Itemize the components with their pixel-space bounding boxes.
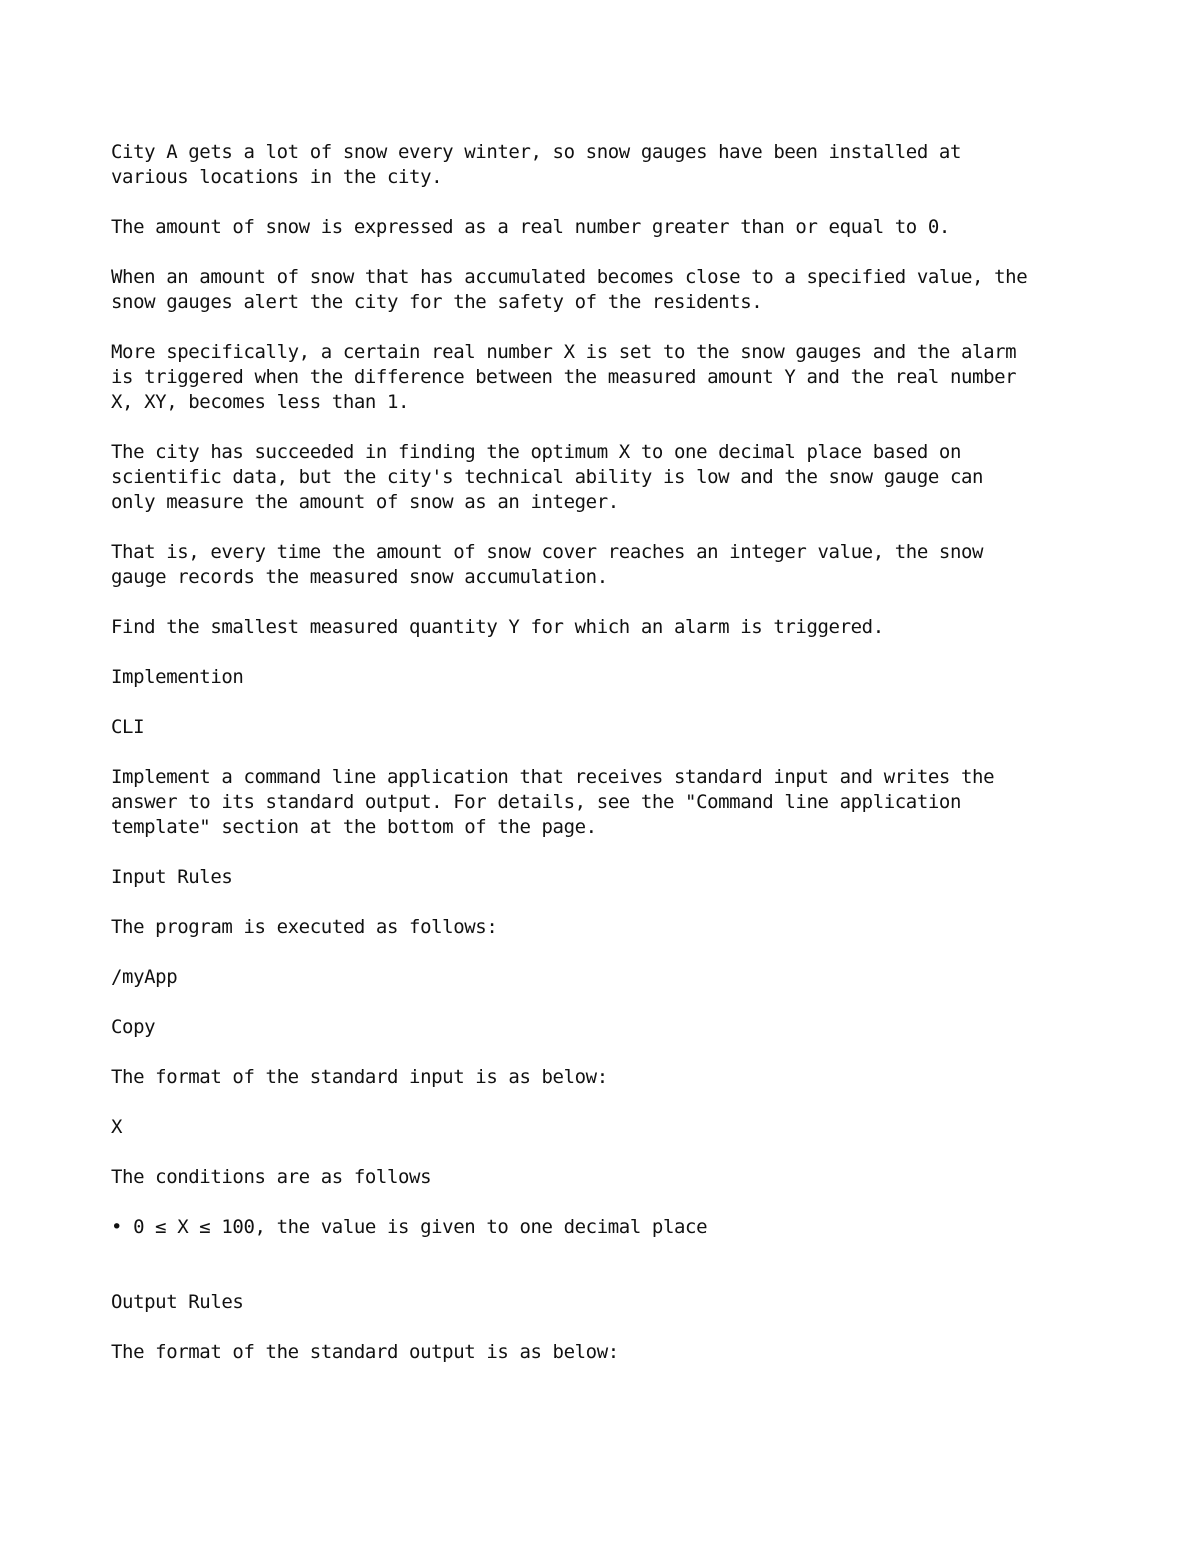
input-format-value (111, 1115, 1111, 1140)
heading-input-rules (111, 865, 1111, 890)
text-line: The program is executed as follows: (111, 916, 498, 938)
text-line: When an amount of snow that has accumulated becomes close to a specified value, the (111, 266, 1028, 288)
text-line: • 0 ≤ X ≤ 100, the value is given to one decimal place (111, 1216, 708, 1238)
text-line: The city has succeeded in finding the optimum X to one decimal place based on (111, 441, 962, 463)
condition-item (111, 1215, 1111, 1240)
paragraph-alert (111, 265, 1111, 315)
text-line: Output Rules (111, 1291, 244, 1313)
text-line: X, XY, becomes less than 1. (111, 391, 410, 413)
text-line: The amount of snow is expressed as a real number greater than or equal to 0. (111, 216, 950, 238)
text-line: X (111, 1116, 123, 1138)
text-line: template" section at the bottom of the page. (111, 816, 597, 838)
text-line: scientific data, but the city's technical ability is low and the snow gauge can (111, 466, 984, 488)
paragraph-input-format (111, 1065, 1111, 1090)
text-line: various locations in the city. (111, 166, 443, 188)
copy-label (111, 1015, 1111, 1040)
paragraph-conditions (111, 1165, 1111, 1190)
paragraph-integer-record (111, 540, 1111, 590)
text-line: Copy (111, 1016, 156, 1038)
paragraph-alarm-condition (111, 340, 1111, 415)
text-line: That is, every time the amount of snow cover reaches an integer value, the snow (111, 541, 984, 563)
text-line: only measure the amount of snow as an integer. (111, 491, 619, 513)
text-line: City A gets a lot of snow every winter, so snow gauges have been installed at (111, 141, 962, 163)
text-line: Find the smallest measured quantity Y for which an alarm is triggered. (111, 616, 884, 638)
text-line: snow gauges alert the city for the safety of the residents. (111, 291, 763, 313)
text-line: is triggered when the difference between the measured amount Y and the real number (111, 366, 1017, 388)
paragraph-cli-description (111, 765, 1111, 840)
text-line: gauge records the measured snow accumulation. (111, 566, 608, 588)
document-body (111, 140, 1111, 1390)
text-line: answer to its standard output. For details, see the "Command line application (111, 791, 962, 813)
paragraph-execution (111, 915, 1111, 940)
command-line (111, 965, 1111, 990)
text-line: Input Rules (111, 866, 233, 888)
text-line: The conditions are as follows (111, 1166, 432, 1188)
text-line: CLI (111, 716, 145, 738)
heading-output-rules (111, 1290, 1111, 1315)
paragraph-intro (111, 140, 1111, 190)
paragraph-task (111, 615, 1111, 640)
paragraph-output-format (111, 1340, 1111, 1365)
text-line: /myApp (111, 966, 178, 988)
text-line: The format of the standard input is as below: (111, 1066, 608, 1088)
text-line: Implemention (111, 666, 244, 688)
paragraph-optimum-x (111, 440, 1111, 515)
text-line: The format of the standard output is as below: (111, 1341, 619, 1363)
text-line: More specifically, a certain real number X is set to the snow gauges and the alarm (111, 341, 1017, 363)
heading-cli (111, 715, 1111, 740)
paragraph-snow-amount (111, 215, 1111, 240)
heading-implementation (111, 665, 1111, 690)
text-line: Implement a command line application that receives standard input and writes the (111, 766, 995, 788)
